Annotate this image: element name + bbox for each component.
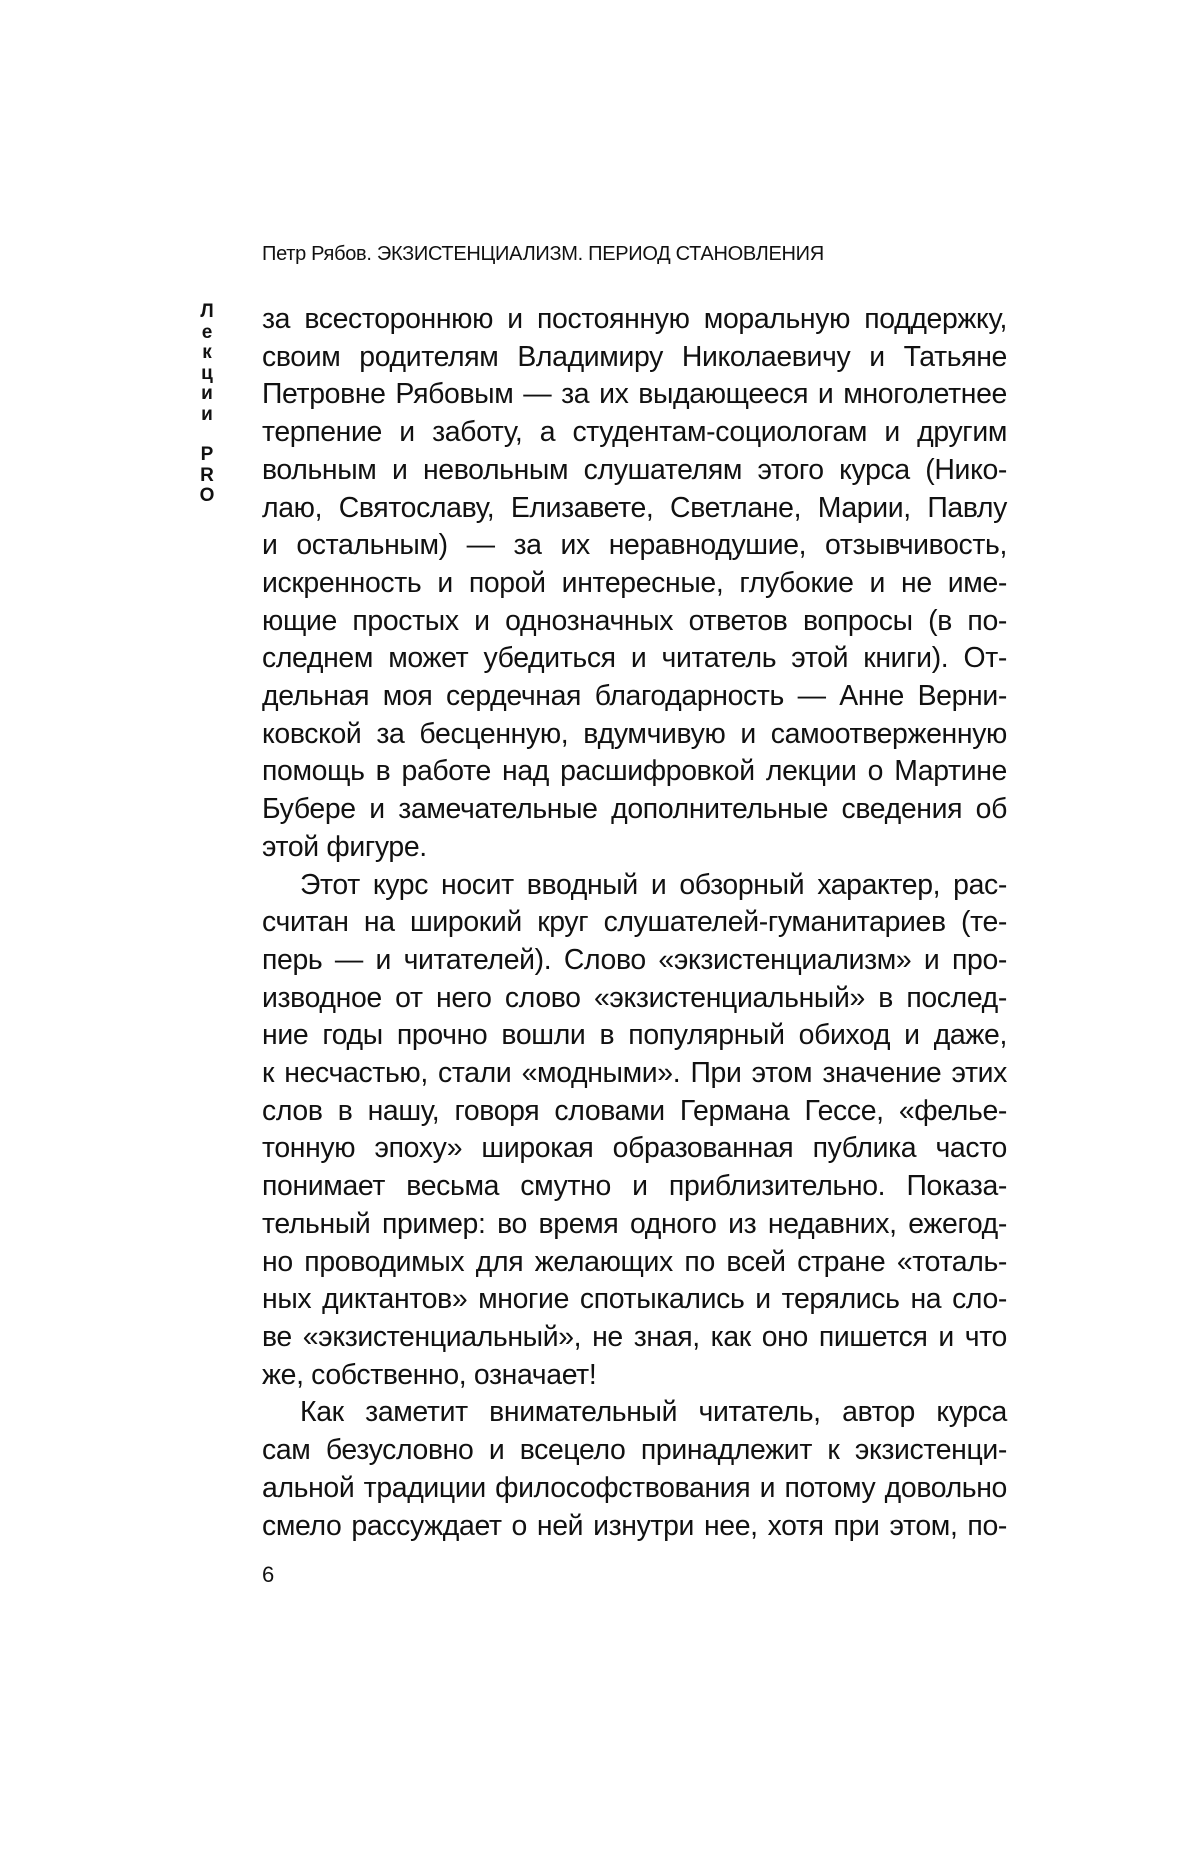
- side-label-letter: R: [200, 464, 214, 486]
- side-label-letter: к: [202, 342, 212, 363]
- side-label-lectures-pro: [192, 302, 222, 507]
- text-line: ние годы прочно вошли в популярный обиход и даже,: [262, 1019, 1007, 1052]
- side-label-letter: ц: [201, 362, 213, 384]
- text-line: к несчастью, стали «модными». При этом значение этих: [262, 1057, 1007, 1090]
- side-label-letter: Л: [200, 301, 214, 322]
- body-text: [262, 301, 1007, 1545]
- text-line: своим родителям Владимиру Николаевичу и Татьяне: [262, 340, 1007, 373]
- side-label-letter: и: [201, 383, 213, 404]
- text-line: же, собственно, означает!: [262, 1358, 597, 1391]
- text-line: следнем может убедиться и читатель этой книги). От-: [262, 642, 1007, 675]
- side-label-letter: е: [201, 321, 213, 343]
- text-line: перь — и читателей). Слово «экзистенциализм» и про-: [262, 943, 1007, 976]
- text-line: искренность и порой интересные, глубокие и не име-: [262, 566, 1007, 599]
- text-line: понимает весьма смутно и приблизительно. Показа-: [262, 1170, 1007, 1203]
- text-line: помощь в работе над расшифровкой лекции о Мартине: [262, 755, 1007, 788]
- text-line: смело рассуждает о ней изнутри нее, хотя при этом, по-: [262, 1509, 1007, 1542]
- text-line: Бубере и замечательные дополнительные сведения об: [262, 793, 1007, 826]
- text-line: Этот курс носит вводный и обзорный характер, рас-: [300, 868, 1007, 901]
- side-label-letter: и: [201, 403, 213, 425]
- text-line: за всестороннюю и постоянную моральную поддержку,: [262, 303, 1007, 335]
- page-number: 6: [262, 1562, 275, 1587]
- text-line: и остальным) — за их неравнодушие, отзывчивость,: [262, 529, 1007, 562]
- text-line: дельная моя сердечная благодарность — Анне Верни-: [262, 680, 1007, 713]
- text-line: вольным и невольным слушателям этого курса (Нико-: [262, 453, 1007, 486]
- text-line: ве «экзистенциальный», не зная, как оно пишется и что: [262, 1320, 1007, 1353]
- text-line: сам безусловно и всецело принадлежит к экзистенци-: [262, 1434, 1007, 1467]
- text-line: лаю, Святославу, Елизавете, Светлане, Марии, Павлу: [262, 491, 1007, 524]
- running-head: Петр Рябов. ЭКЗИСТЕНЦИАЛИЗМ. ПЕРИОД СТАНОВЛЕНИЯ: [262, 243, 824, 265]
- text-line: ных диктантов» многие спотыкались и терялись на сло-: [262, 1283, 1007, 1316]
- side-label-letter: O: [199, 485, 215, 506]
- text-line: изводное от него слово «экзистенциальный» в послед-: [262, 981, 1007, 1014]
- text-line: ковской за бесценную, вдумчивую и самоотверженную: [262, 717, 1007, 750]
- text-line: тельный пример: во время одного из недавних, ежегод-: [262, 1207, 1007, 1240]
- text-line: терпение и заботу, а студентам-социологам и другим: [262, 416, 1007, 449]
- text-line: альной традиции философствования и потому довольно: [262, 1471, 1007, 1504]
- text-line: считан на широкий круг слушателей-гуманитариев (те-: [262, 906, 1007, 939]
- text-line: ющие простых и однозначных ответов вопросы (в по-: [262, 604, 1007, 637]
- side-label-gap: [192, 425, 222, 445]
- side-label-letter: P: [200, 444, 214, 465]
- text-line: Как заметит внимательный читатель, автор курса: [300, 1396, 1007, 1429]
- text-line: тонную эпоху» широкая образованная публика часто: [262, 1132, 1007, 1165]
- text-line: Петровне Рябовым — за их выдающееся и многолетнее: [262, 378, 1007, 411]
- text-line: слов в нашу, говоря словами Германа Гессе, «фелье-: [262, 1094, 1007, 1127]
- text-line: но проводимых для желающих по всей стране «тоталь-: [262, 1245, 1007, 1278]
- text-line: этой фигуре.: [262, 830, 427, 863]
